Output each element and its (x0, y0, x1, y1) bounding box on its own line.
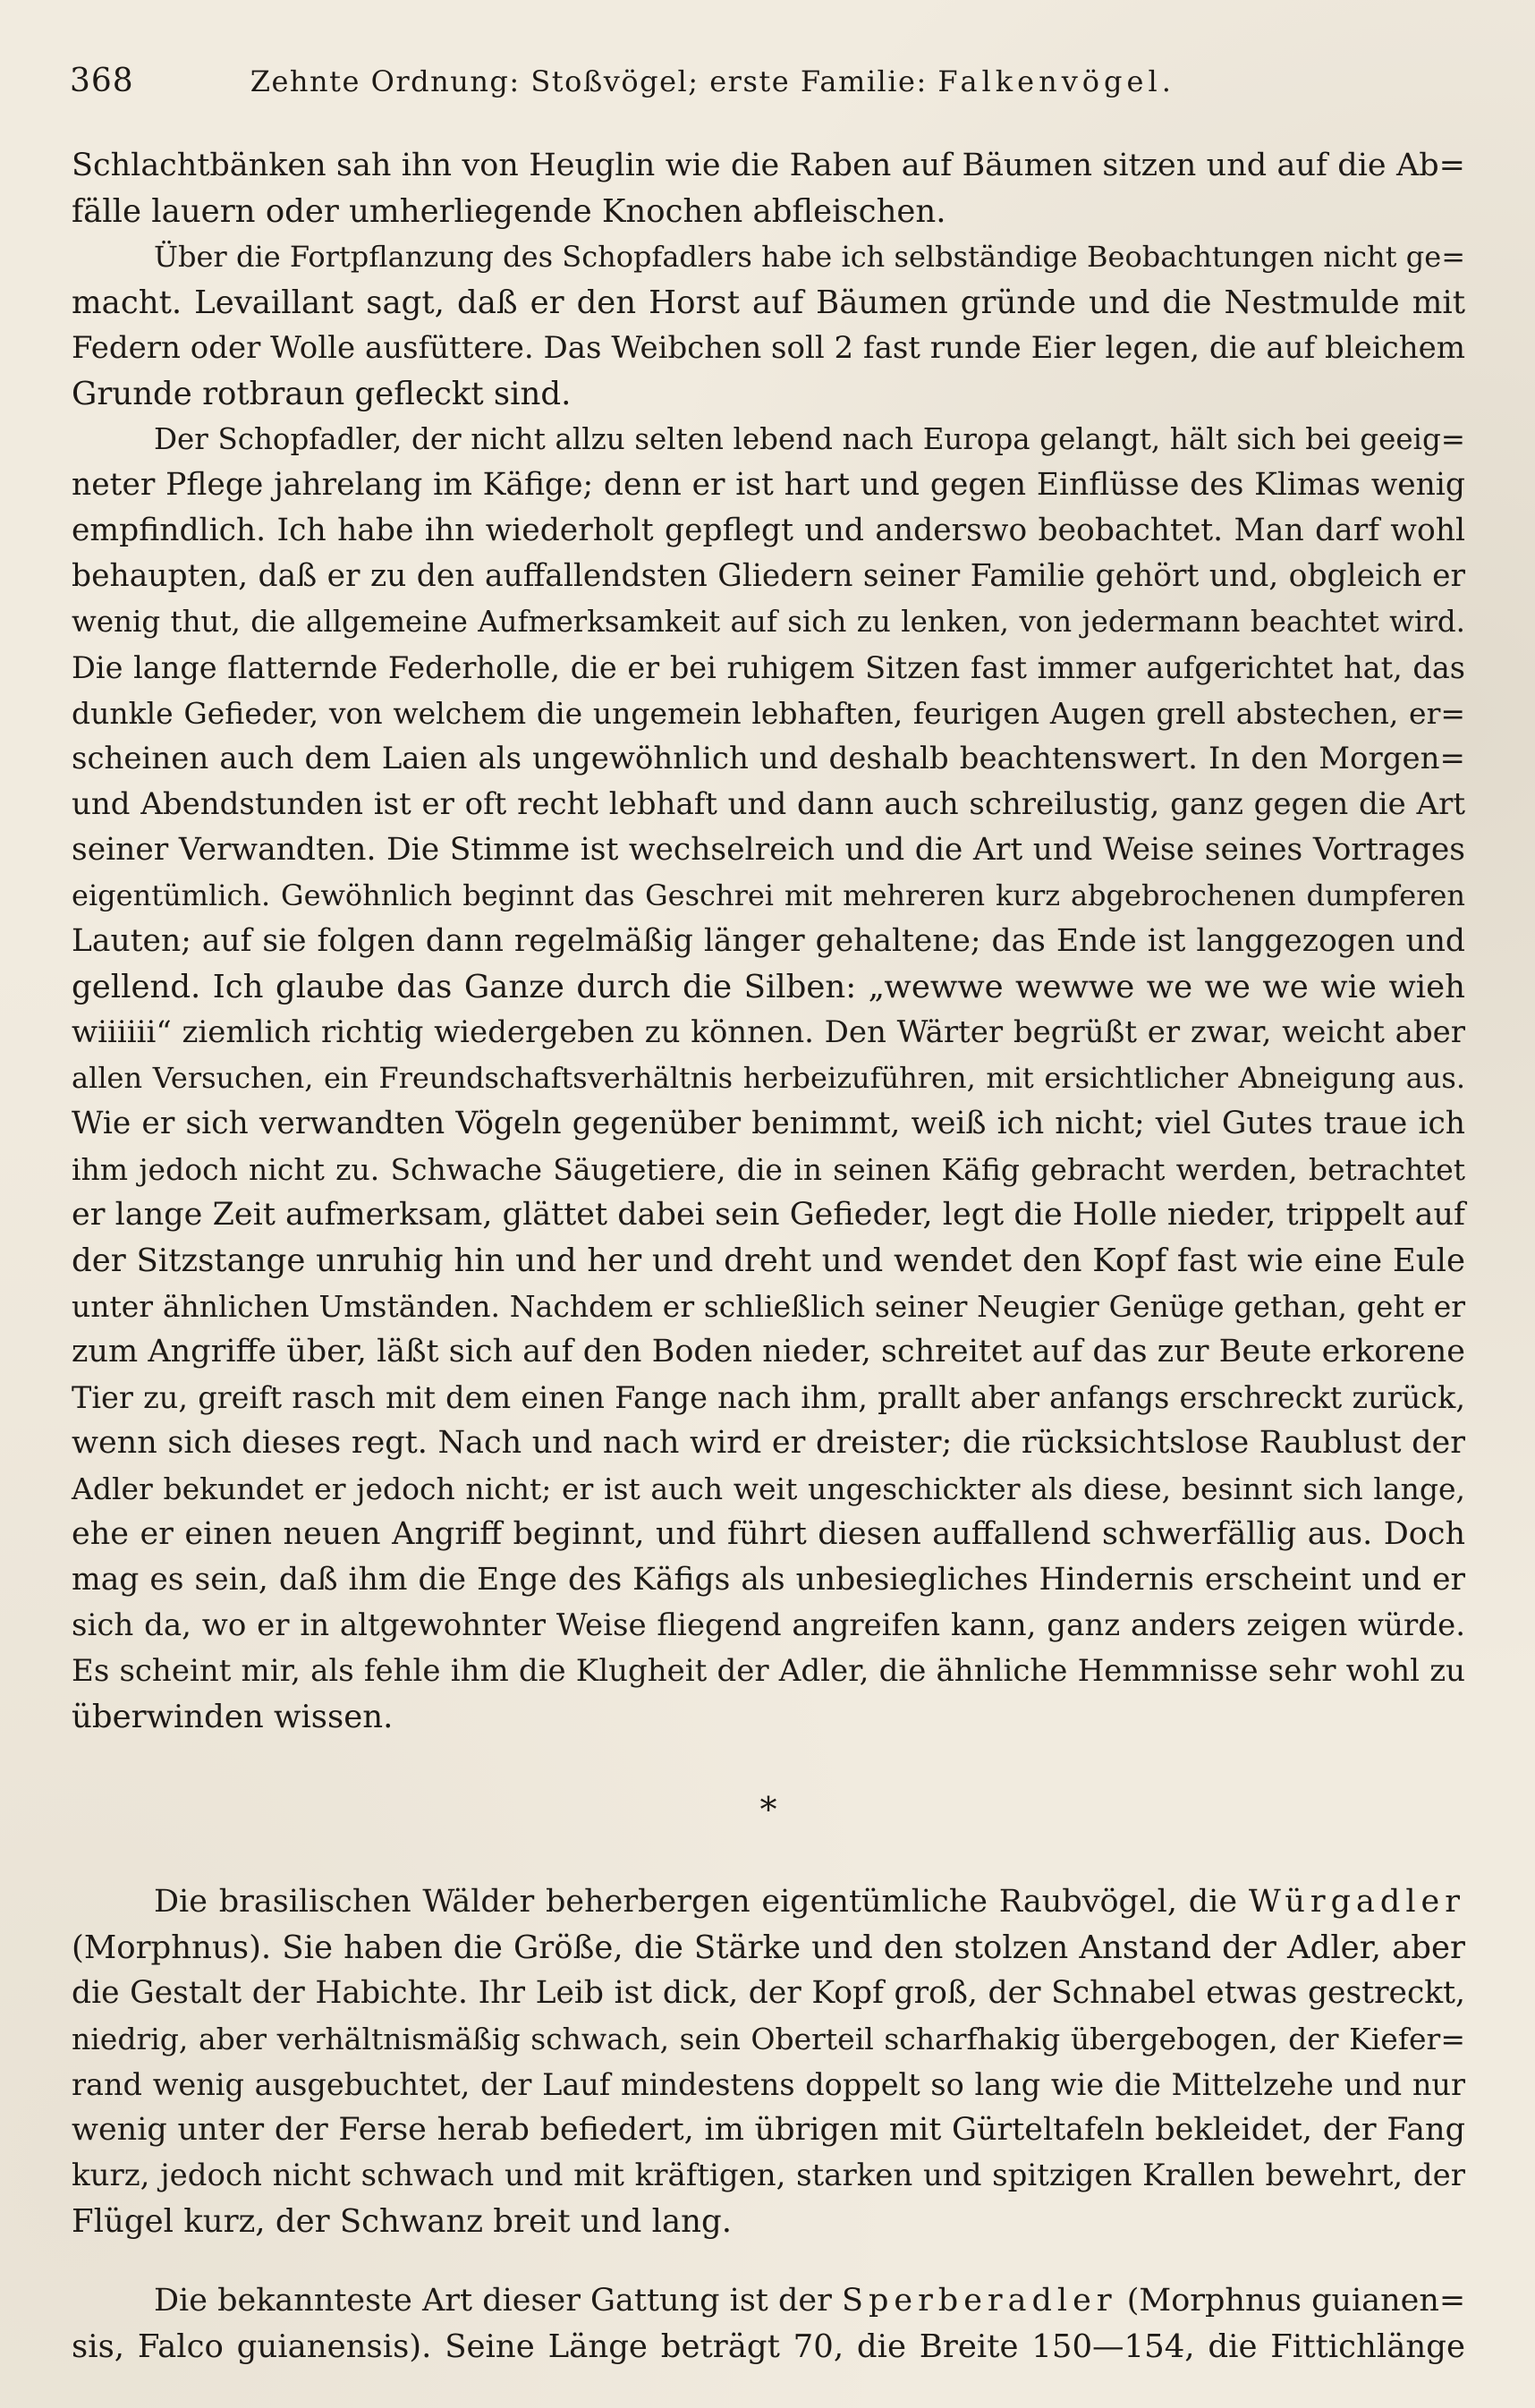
text-line: der Sitzstange unruhig hin und her und dreht und wendet den Kopf fast wie eine Eule (72, 1242, 1465, 1279)
text-line: Federn oder Wolle ausfüttere. Das Weibchen soll 2 fast runde Eier legen, die auf bleichem (72, 330, 1465, 366)
genus-name: Würgadler (1248, 1884, 1465, 1920)
text-line: mag es sein, daß ihm die Enge des Käfigs als unbesiegliches Hindernis erscheint und er (72, 1562, 1465, 1598)
text-line: ihm jedoch nicht zu. Schwache Säugetiere, die in seinen Käfig gebracht werden, betrachtet (72, 1152, 1465, 1187)
running-head (250, 64, 1175, 98)
page-number: 368 (70, 63, 134, 99)
text-line (72, 1879, 1465, 1925)
text-line: dunkle Gefieder, von welchem die ungemein lebhaften, feurigen Augen grell abstechen, er= (72, 696, 1465, 731)
text-line: empfindlich. Ich habe ihn wiederholt gepflegt und anderswo beobachtet. Man darf wohl (72, 513, 1465, 548)
section-gap (72, 1740, 1465, 1792)
text-line: rand wenig ausgebuchtet, der Lauf mindestens doppelt so lang wie die Mittelzehe und nur (72, 2067, 1465, 2102)
text-line: Grunde rotbraun gefleckt sind. (72, 376, 572, 412)
text-line: Flügel kurz, der Schwanz breit und lang. (72, 2203, 733, 2240)
text-line: Der Schopfadler, der nicht allzu selten lebend nach Europa gelangt, hält sich bei geeig= (154, 422, 1465, 456)
text-line: behaupten, daß er zu den auffallendsten Gliedern seiner Familie gehört und, obgleich er (72, 558, 1465, 594)
text-line: Tier zu, greift rasch mit dem einen Fange nach ihm, prallt aber anfangs erschreckt zurück, (72, 1380, 1465, 1415)
text-line: sich da, wo er in altgewohnter Weise fliegend angreifen kann, ganz anders zeigen würde. (72, 1607, 1465, 1643)
running-head-family: Falkenvögel. (937, 64, 1175, 98)
running-head-prefix: Zehnte Ordnung: Stoßvögel; erste Familie: (250, 64, 928, 98)
text-line: kurz, jedoch nicht schwach und mit kräftigen, starken und spitzigen Krallen bewehrt, der (72, 2158, 1465, 2193)
text-line: überwinden wissen. (72, 1699, 394, 1735)
text-line: Es scheint mir, als fehle ihm die Klugheit der Adler, die ähnliche Hemmnisse sehr wohl zu (72, 1653, 1465, 1689)
text-line: zum Angriffe über, läßt sich auf den Boden nieder, schreitet auf das zur Beute erkorene (72, 1334, 1465, 1369)
page-header (70, 63, 1465, 107)
text-line: Wie er sich verwandten Vögeln gegenüber benimmt, weiß ich nicht; viel Gutes traue ich (72, 1106, 1465, 1141)
text-line (72, 2278, 1465, 2324)
section-gap (72, 1827, 1465, 1879)
text-line: wenig thut, die allgemeine Aufmerksamkeit auf sich zu lenken, von jedermann beachtet wird. (72, 605, 1465, 639)
paragraph-3 (72, 417, 1465, 1740)
text-line: wenig unter der Ferse herab befiedert, im übrigen mit Gürteltafeln bekleidet, der Fang (72, 2112, 1465, 2148)
text-line: macht. Levaillant sagt, daß er den Horst auf Bäumen gründe und die Nestmulde mit (72, 284, 1465, 321)
text-line: allen Versuchen, ein Freundschaftsverhältnis herbeizuführen, mit ersichtlicher Abneigung aus. (72, 1061, 1465, 1095)
paragraph-4 (72, 1879, 1465, 2244)
text-line: scheinen auch dem Laien als ungewöhnlich und deshalb beachtenswert. In den Morgen= (72, 741, 1465, 776)
paragraph-gap (72, 2244, 1465, 2278)
text-line: Adler bekundet er jedoch nicht; er ist auch weit ungeschickter als diese, besinnt sich lange, (72, 1471, 1465, 1506)
text-run: Die bekannteste Art dieser Gattung ist der (154, 2283, 832, 2319)
text-line: wenn sich dieses regt. Nach und nach wird er dreister; die rücksichtslose Raublust der (72, 1425, 1465, 1461)
text-line: niedrig, aber verhältnismäßig schwach, sein Oberteil scharfhakig übergebogen, der Kiefer= (72, 2022, 1465, 2056)
paragraph-1 (72, 143, 1465, 234)
text-line: Lauten; auf sie folgen dann regelmäßig länger gehaltene; das Ende ist langgezogen und (72, 923, 1465, 959)
text-run: Die brasilischen Wälder beherbergen eigentümliche Raubvögel, die (154, 1884, 1238, 1920)
text-run: (Morphnus guianen= (1126, 2283, 1466, 2319)
text-line: unter ähnlichen Umständen. Nachdem er schließlich seiner Neugier Genüge gethan, geht er (72, 1289, 1465, 1324)
text-line: er lange Zeit aufmerksam, glättet dabei sein Gefieder, legt die Holle nieder, trippelt auf (72, 1197, 1465, 1233)
text-line: (Morphnus). Sie haben die Größe, die Stärke und den stolzen Anstand der Adler, aber (72, 1929, 1465, 1966)
text-line: gellend. Ich glaube das Ganze durch die Silben: „wewwe wewwe we we we wie wieh (72, 969, 1465, 1005)
text-line: die Gestalt der Habichte. Ihr Leib ist dick, der Kopf groß, der Schnabel etwas gestreckt, (72, 1975, 1465, 2011)
text-line: Über die Fortpflanzung des Schopfadlers habe ich selbständige Beobachtungen nicht ge= (154, 240, 1465, 274)
text-line: sis, Falco guianensis). Seine Länge beträgt 70, die Breite 150—154, die Fittichlänge (72, 2328, 1465, 2365)
text-line: eigentümlich. Gewöhnlich beginnt das Geschrei mit mehreren kurz abgebrochenen dumpferen (72, 878, 1465, 912)
text-line: fälle lauern oder umherliegende Knochen abfleischen. (72, 193, 946, 230)
text-line: Die lange flatternde Federholle, die er bei ruhigem Sitzen fast immer aufgerichtet hat, das (72, 650, 1465, 685)
paragraph-5 (72, 2278, 1465, 2370)
paragraph-2 (72, 234, 1465, 417)
text-line: seiner Verwandten. Die Stimme ist wechselreich und die Art und Weise seines Vortrages (72, 832, 1465, 868)
species-name: Sperberadler (841, 2283, 1117, 2319)
text-line: wiiiiii“ ziemlich richtig wiedergeben zu können. Den Wärter begrüßt er zwar, weicht aber (72, 1014, 1465, 1050)
text-line: ehe er einen neuen Angriff beginnt, und führt diesen auffallend schwerfällig aus. Doch (72, 1516, 1465, 1552)
section-separator: * (759, 1790, 777, 1829)
text-line: und Abendstunden ist er oft recht lebhaft und dann auch schreilustig, ganz gegen die Art (72, 786, 1465, 822)
text-line: neter Pflege jahrelang im Käfige; denn er ist hart und gegen Einflüsse des Klimas wenig (72, 467, 1465, 503)
body-text (72, 143, 1465, 2370)
text-line: Schlachtbänken sah ihn von Heuglin wie die Raben auf Bäumen sitzen und auf die Ab= (72, 148, 1465, 183)
